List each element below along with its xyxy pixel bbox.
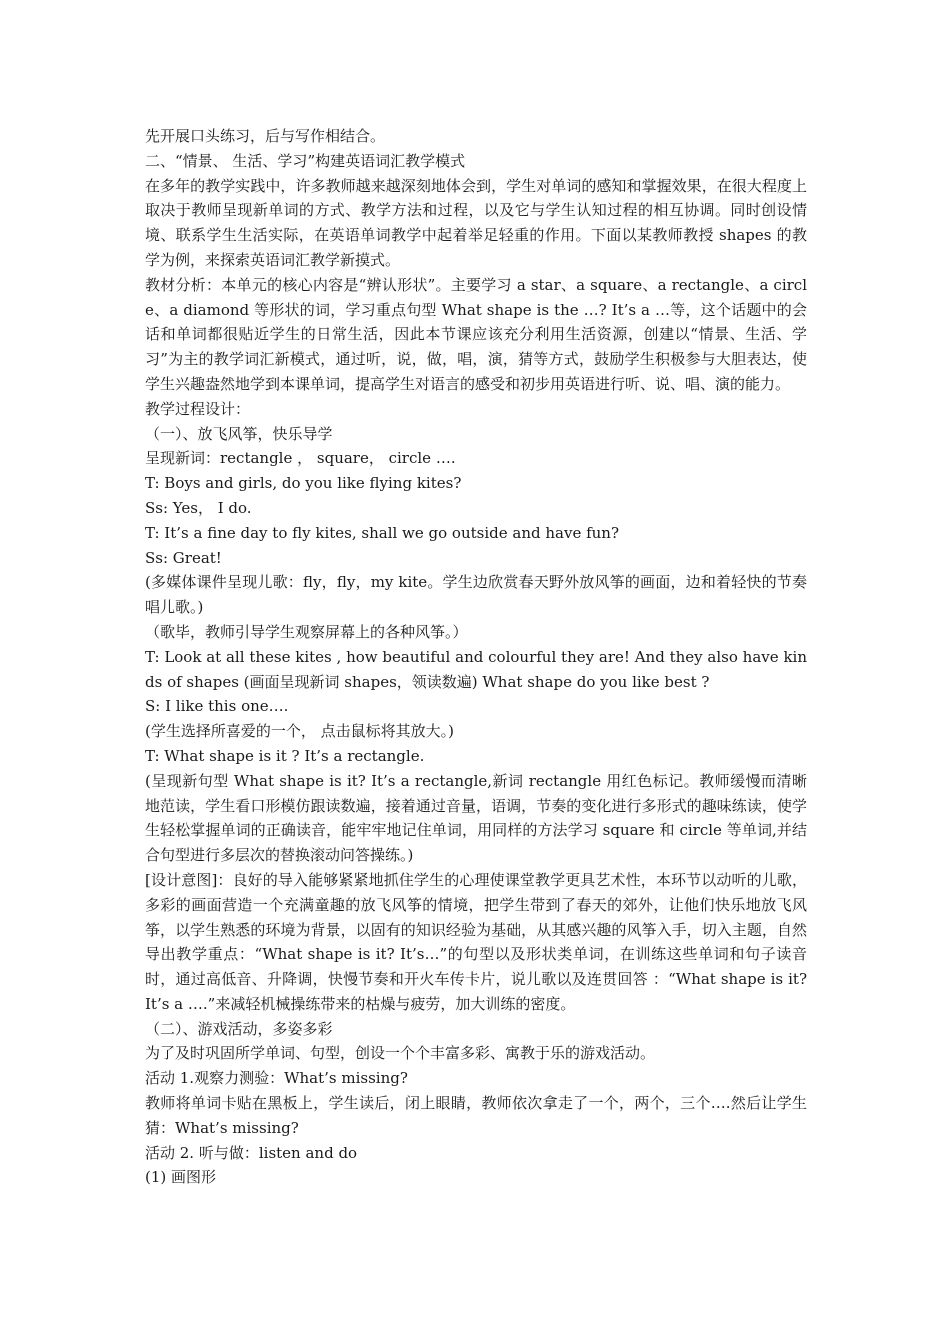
subheading-step-2: （二）、游戏活动，多姿多彩 bbox=[145, 1019, 333, 1038]
dialogue-line: Ss: Yes， I do. bbox=[145, 498, 252, 517]
paragraph-intro: 在多年的教学实践中，许多教师越来越深刻地体会到，学生对单词的感知和掌握效果，在很大程度上取决于教师呈现新单词的方式、教学方法和过程，以及它与学生认知过程的相互协调。同时创设情境、联系学生生活实际，在英语单词教学中起着举足轻重的作用。下面以某教师教授 shapes 的教学为例，来探索英语词汇教学新摸式。 bbox=[145, 176, 807, 269]
paragraph-material-analysis: 教材分析：本单元的核心内容是“辨认形状”。主要学习 a star、a square、a rectangle、a circle、a diamond 等形状的词，学习重点句型 What shape is the …? It’s a …等，这个话题中的会话和单词都很贴近学生的日常生活，因此本节课应该充分利用生活资源，创建以“情景、生活、学习”为主的教学词汇新模式，通过听，说，做，唱，演，猜等方式，鼓励学生积极参与大胆表达，使学生兴趣盎然地学到本课单词，提高学生对语言的感受和初步用英语进行听、说、唱、演的能力。 bbox=[145, 275, 807, 393]
dialogue-line: Ss: Great! bbox=[145, 548, 222, 567]
dialogue-line: T: It’s a fine day to fly kites, shall we go outside and have fun? bbox=[145, 523, 620, 542]
activity-subitem: (1) 画图形 bbox=[145, 1168, 217, 1187]
subheading-step-1: （一）、放飞风筝，快乐导学 bbox=[145, 424, 333, 443]
stage-note: （歌毕，教师引导学生观察屏幕上的各种风筝。） bbox=[145, 622, 468, 641]
stage-note: (呈现新句型 What shape is it? It’s a rectangle,新词 rectangle 用红色标记。教师缓慢而清晰地范读，学生看口形模仿跟读数遍，接着通过音量，语调，节奏的变化进行多形式的趣味练读，使学生轻松掌握单词的正确读音，能牢牢地记住单词，用同样的方法学习 square 和 circle 等单词,并结合句型进行多层次的替换滚动问答操练。) bbox=[145, 771, 807, 865]
stage-note: (学生选择所喜爱的一个， 点击鼠标将其放大。) bbox=[145, 722, 454, 741]
paragraph-new-words: 呈现新词：rectangle ， square， circle …. bbox=[145, 449, 456, 468]
dialogue-line: T: Look at all these kites , how beautiful and colourful they are! And they also have kinds of shapes (画面呈现新词 shapes，领读数遍) What shape do you like best ? bbox=[145, 647, 807, 691]
dialogue-line: S: I like this one…. bbox=[145, 697, 289, 716]
subheading-process-design: 教学过程设计： bbox=[145, 399, 251, 418]
activity-description: 教师将单词卡贴在黑板上，学生读后，闭上眼睛，教师依次拿走了一个，两个，三个….然后让学生猜：What’s missing? bbox=[145, 1094, 807, 1137]
dialogue-line: T: What shape is it ? It’s a rectangle. bbox=[145, 746, 425, 765]
paragraph-games: 为了及时巩固所学单词、句型，创设一个个丰富多彩、寓教于乐的游戏活动。 bbox=[145, 1044, 656, 1063]
activity-heading: 活动 2. 听与做：listen and do bbox=[145, 1143, 358, 1162]
dialogue-line: T: Boys and girls, do you like flying kites? bbox=[145, 474, 462, 493]
design-intent-paragraph: [设计意图]：良好的导入能够紧紧地抓住学生的心理使课堂教学更具艺术性，本环节以动听的儿歌，多彩的画面营造一个充满童趣的放飞风筝的情境，把学生带到了春天的郊外，让他们快乐地放飞风筝，以学生熟悉的环境为背景，以固有的知识经验为基础，从其感兴趣的风筝入手，切入主题，自然导出教学重点：“What shape is it? It’s…”的句型以及形状类单词，在训练这些单词和句子读音时，通过高低音、升降调，快慢节奏和开火车传卡片，说儿歌以及连贯回答 ：“What shape is it? It’s a ….”来减轻机械操练带来的枯燥与疲劳，加大训练的密度。 bbox=[145, 870, 807, 1013]
paragraph-1: 先开展口头练习，后与写作相结合。 bbox=[145, 127, 386, 145]
activity-heading: 活动 1.观察力测验：What’s missing? bbox=[145, 1069, 408, 1088]
stage-note: (多媒体课件呈现儿歌：fly，fly，my kite。学生边欣赏春天野外放风筝的画面，边和着轻快的节奏唱儿歌。) bbox=[145, 573, 807, 617]
document-page bbox=[145, 124, 807, 1190]
section-heading-2: 二、“情景、 生活、学习”构建英语词汇教学模式 bbox=[145, 151, 466, 170]
